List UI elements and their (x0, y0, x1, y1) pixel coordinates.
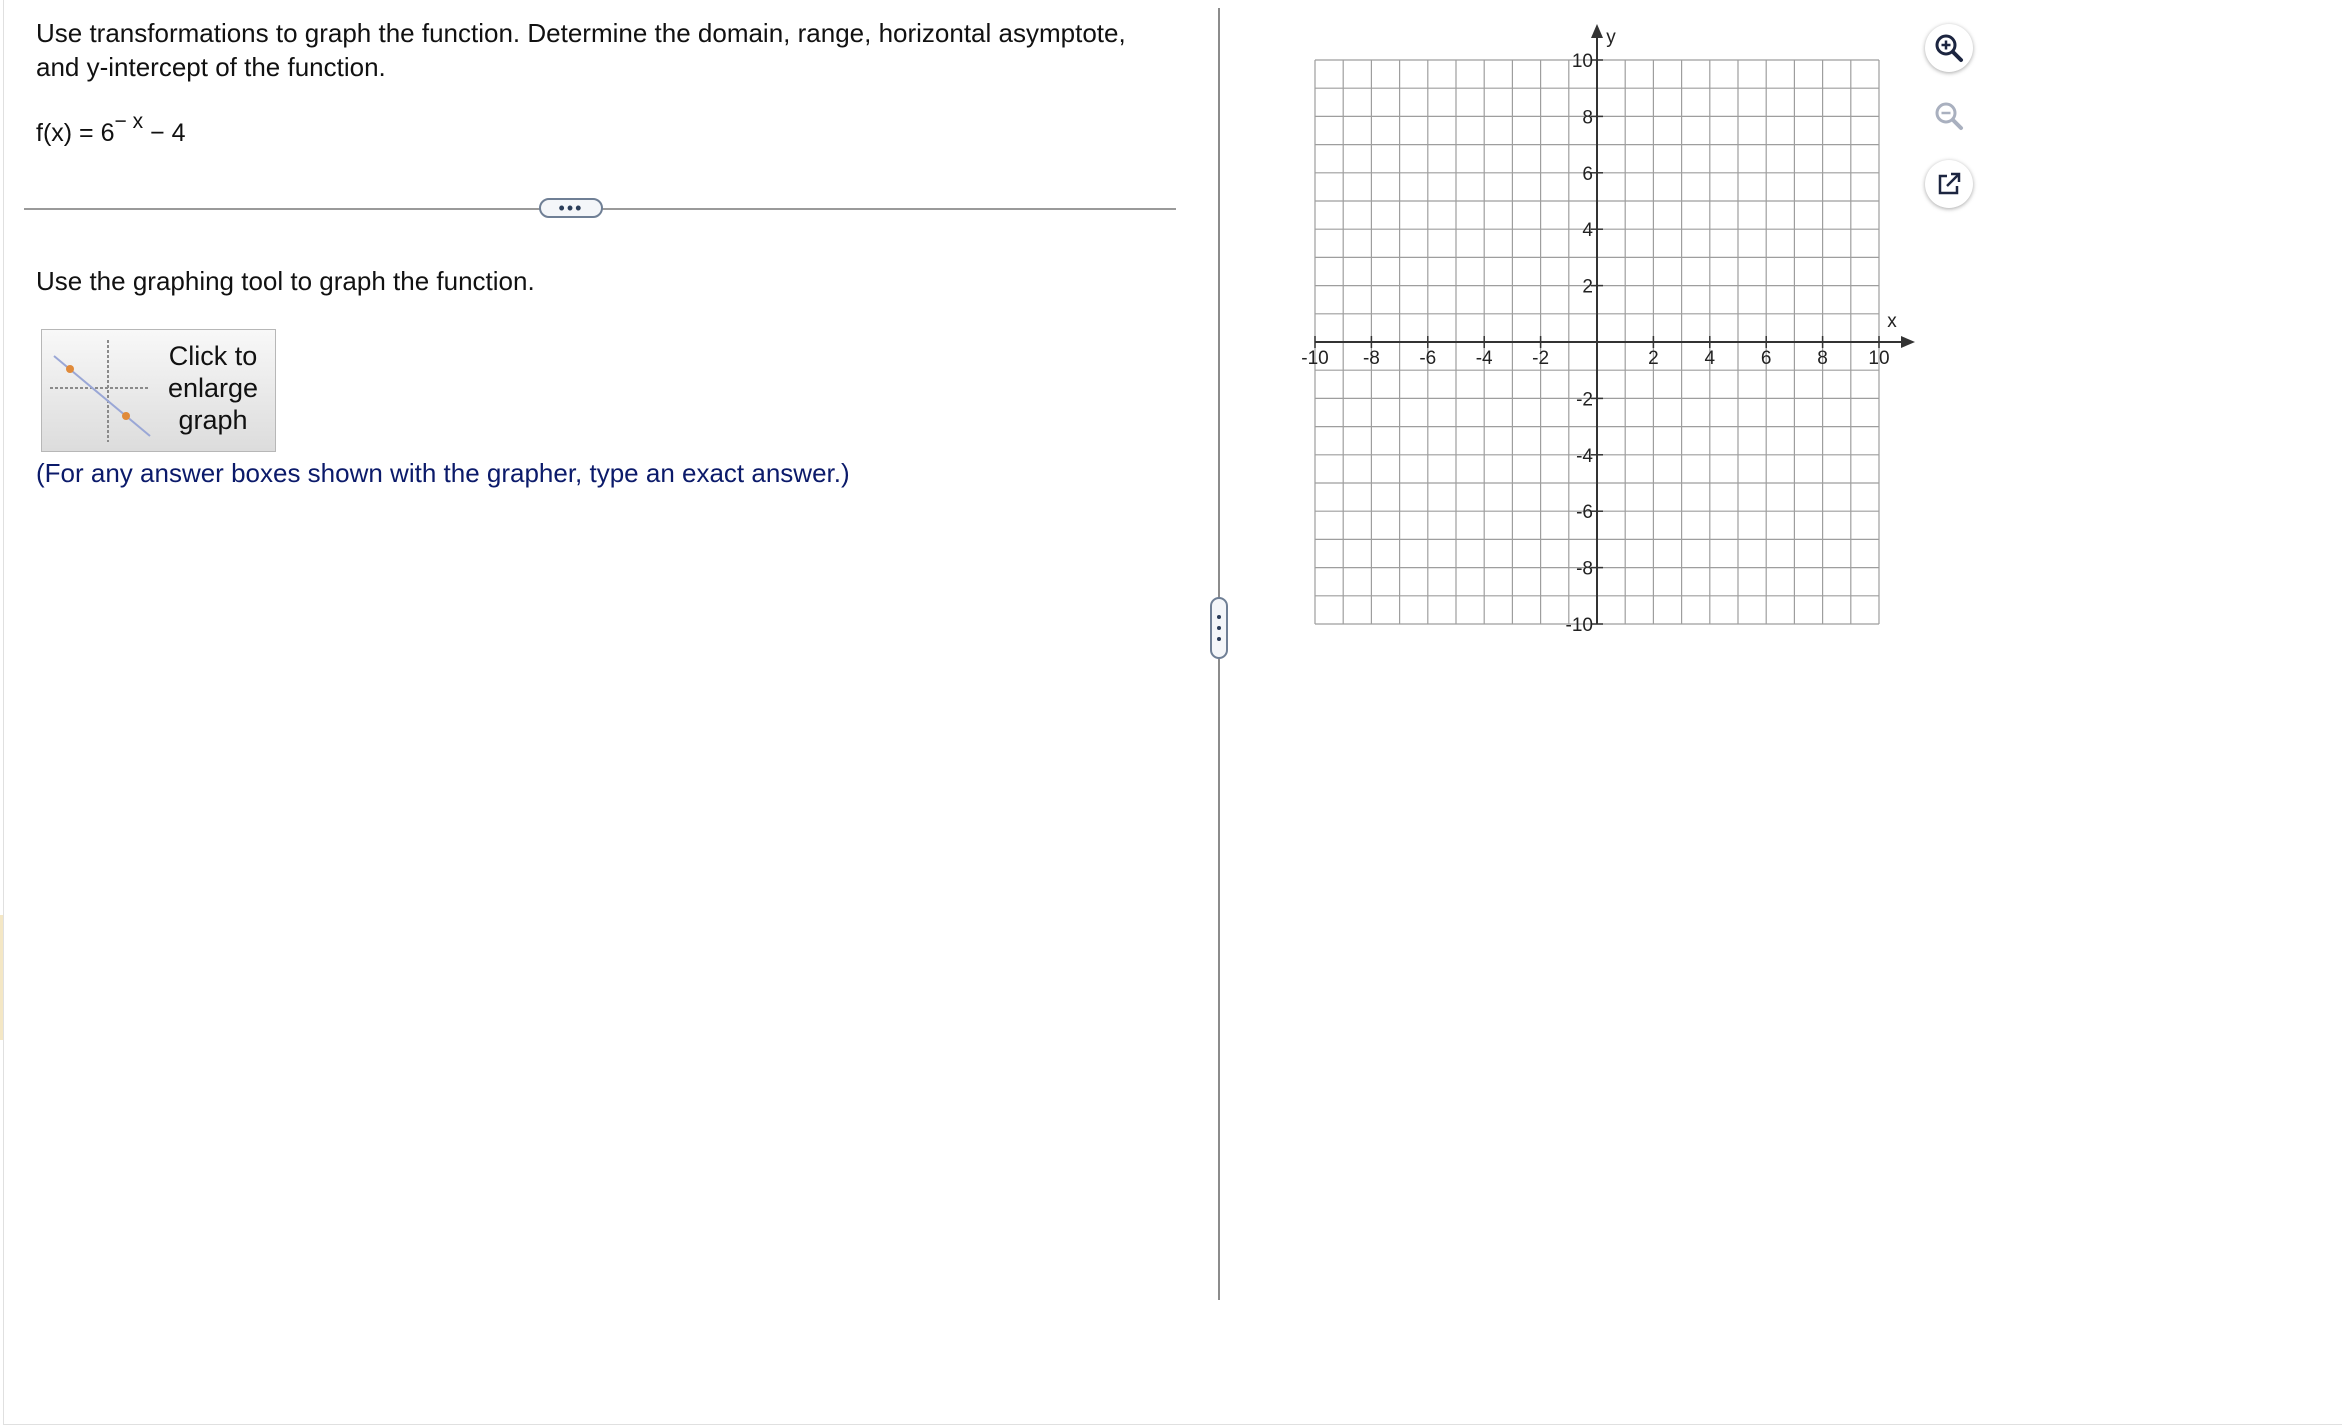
panel-splitter-handle[interactable] (1210, 597, 1228, 659)
question-instruction: Use transformations to graph the function. Determine the domain, range, horizontal asymptote, and y-intercept of the function. (36, 18, 1126, 82)
x-axis-arrow (1901, 336, 1915, 348)
left-accent-bar (0, 915, 3, 1040)
x-tick-label: 4 (1704, 348, 1716, 369)
y-axis-label: y (1606, 27, 1616, 48)
function-expression (36, 110, 186, 152)
y-tick-label: 4 (1582, 220, 1593, 242)
zoom-in-icon (1933, 32, 1965, 64)
y-axis-arrow (1591, 24, 1603, 38)
graphing-tool-prompt: Use the graphing tool to graph the function. (36, 266, 535, 296)
zoom-out-icon (1933, 100, 1965, 132)
content-frame (3, 0, 2342, 1425)
y-tick-label: 8 (1582, 107, 1593, 129)
popout-graph-button[interactable] (1925, 160, 1973, 208)
zoom-in-button[interactable] (1925, 24, 1973, 72)
graph-ticks (1301, 51, 1889, 636)
y-tick-label: -6 (1576, 502, 1593, 524)
y-tick-label: -4 (1576, 445, 1593, 467)
y-tick-label: 6 (1582, 163, 1593, 185)
y-tick-label: 2 (1582, 276, 1593, 298)
x-tick-label: 8 (1817, 348, 1828, 369)
y-tick-label: 10 (1571, 51, 1593, 72)
y-tick-label: -10 (1565, 615, 1593, 636)
external-link-icon (1933, 168, 1965, 200)
function-exponent: − x (114, 110, 144, 133)
zoom-out-button[interactable] (1925, 92, 1973, 140)
enlarge-graph-label: Click to enlarge graph (167, 341, 259, 435)
y-tick-label: -8 (1576, 558, 1593, 580)
x-tick-label: -4 (1475, 348, 1493, 369)
expand-question-button[interactable]: ••• (539, 198, 603, 218)
coordinate-graph[interactable] (1290, 20, 1930, 660)
x-tick-label: -6 (1419, 348, 1437, 369)
x-tick-label: -2 (1532, 348, 1550, 369)
function-rest: − 4 (143, 119, 186, 147)
answer-instructions: (For any answer boxes shown with the grapher, type an exact answer.) (36, 458, 850, 488)
graph-axes (1315, 24, 1915, 624)
x-tick-label: -8 (1362, 348, 1380, 369)
x-tick-label: 10 (1868, 348, 1890, 369)
x-tick-label: 6 (1760, 348, 1772, 369)
enlarge-graph-button[interactable] (41, 329, 276, 452)
x-axis-label: x (1887, 311, 1897, 332)
x-tick-label: -10 (1301, 348, 1329, 369)
function-lhs: f(x) = 6 (36, 119, 115, 147)
y-tick-label: -2 (1576, 389, 1593, 411)
graph-thumbnail-icon (50, 338, 160, 443)
x-tick-label: 2 (1648, 348, 1659, 369)
